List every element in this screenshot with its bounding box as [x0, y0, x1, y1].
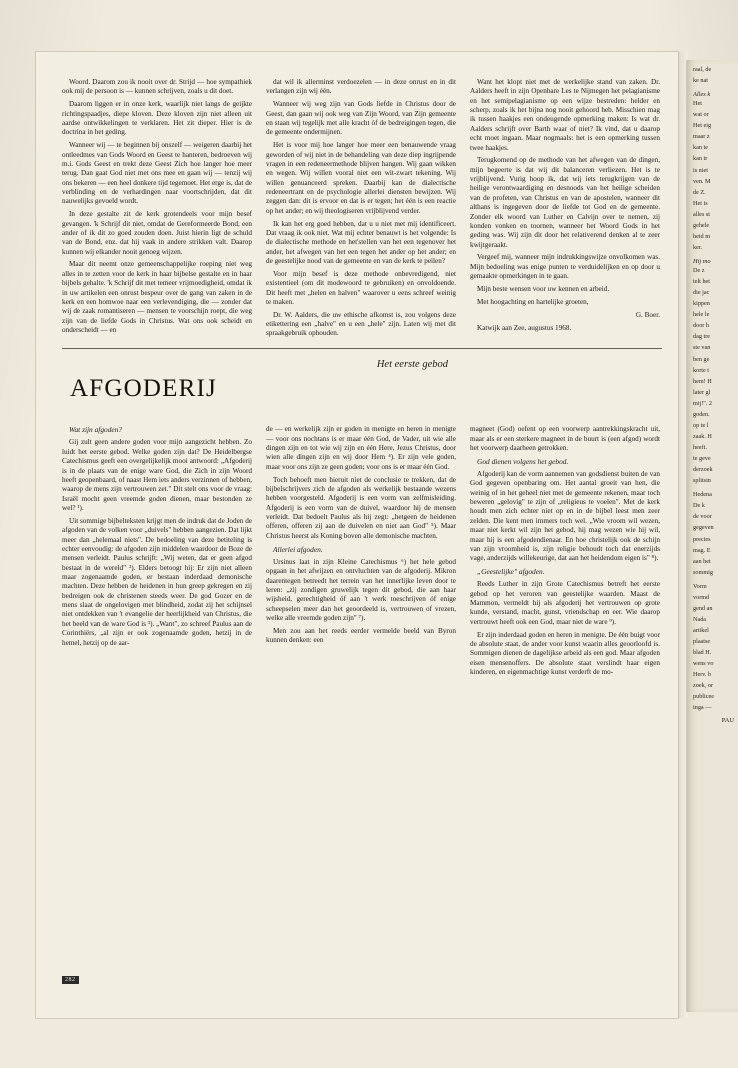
- article-subheading: God dienen volgens het gebod.: [477, 456, 569, 466]
- paragraph: Maar dit neemt onze gemeenschappelijke roeping niet weg alles in te zetten voor de kerk in haar bijbelse gestalte en in haar bijbels gehalte. 'k Schrijf dit met temeer vrijmoedigheid, omdat ik in uw artikelen een onrust bespeur over de gang van zaken in de kerk en een homwoe naar een verlevendiging, die — zonder dat wij de zaak romantiseren — mensen te voorschijn roept, die weg zijn van de liefde Gods in Christus. Wat ons ook scheidt en onderscheidt — en: [62, 260, 252, 334]
- article-column-3: [470, 425, 660, 681]
- paragraph: Daarom liggen er in onze kerk, waarlijk niet langs de geijkte richtingspaadjes, diepe kloven. Deze kloven zijn niet alleen uit aardse ontwikkelingen te verklaren. Het zit dieper. Hier is de doctrina in het geding.: [62, 100, 252, 137]
- facing-page-edge: [686, 60, 738, 1012]
- facing-line: Het: [693, 100, 702, 108]
- article-columns: [62, 425, 662, 681]
- paragraph: Ik kan het erg goed hebben, dat u u niet met mij identificeert. Dat vraag ik ook niet. Wat mij echter benauwt is het volgende: Is de dialectische methode en het'stellen van het een tegenover het ander, het afwegen van het een tegen het ander op het ander; en de geestelijke nood van de gemeente en van de kerk te peilen?: [266, 219, 456, 265]
- facing-line: zaak. H: [693, 432, 712, 440]
- facing-line: aan het: [693, 557, 711, 565]
- facing-heading: Alles k: [693, 91, 711, 99]
- paragraph: Wanneer wij weg zijn van Gods liefde in Christus door de Geest, dan gaan wij ook weg van Zijn Woord, van Zijn gemeente en staan wij tegelijk met alle kracht óf de bedreigingen tegen, die de gemeente ondermijnen.: [266, 100, 456, 137]
- facing-line: goden.: [693, 410, 710, 418]
- paragraph: Woord. Daarom zou ik nooit over dr. Strijd — hoe sympathiek ook mij de persoon is — kunnen schrijven, zoals u dit doet.: [62, 78, 252, 96]
- facing-line: wat or: [693, 111, 709, 119]
- facing-line: ben ge: [693, 355, 710, 363]
- facing-line: is niet: [693, 166, 708, 174]
- facing-line: splitsin: [693, 477, 711, 485]
- article-subheading: Allerlei afgoden.: [273, 544, 323, 554]
- facing-line: sommig: [693, 568, 713, 576]
- facing-line: te geve: [693, 455, 711, 463]
- paragraph: dat wil ik allerminst verdoezelen — in deze onrust en in dit verlangen zijn wij één.: [266, 78, 456, 96]
- paragraph: Het is voor mij hoe langer hoe meer een benauwende vraag geworden of wij niet in de behandeling van deze diep ingrijpende vragen in een redeneermethode blijven hangen. Wij gaan wikken en wegen. Wij willen vooral niet een wit-zwart tekening. Wij willen genuanceerd spreken. Daarbij kan de dialectische redeneertrant en de psychologie allerlei diensten bewijzen. Wij zeggen dan: dit is ervoor en dat is er tegen; het één is een reactie op het ander; en wij theologiseren vrijblijvend verder.: [266, 141, 456, 215]
- facing-line: de voor: [693, 513, 712, 521]
- facing-line: Nada: [693, 615, 707, 623]
- facing-line: dag tre: [693, 333, 711, 341]
- facing-line: Vorm: [693, 582, 707, 590]
- paragraph: Er zijn inderdaad goden en heren in menigte. De één buigt voor de absolute staat, de ander voor kunst waarin alles geoorloofd is. Sommigen dienen de dagelijkse arbeid als een god. Maar afgoden eisen mensenoffers. De absolute staat verslindt haar eigen kinderen, en eigenmachtige kunst verderft de mo-: [470, 630, 660, 676]
- facing-line: hem! H: [693, 377, 712, 385]
- page-number: 282: [62, 976, 79, 984]
- facing-line: Het eig: [693, 122, 712, 130]
- facing-line: Het is: [693, 199, 708, 207]
- facing-line: derzoek: [693, 466, 713, 474]
- facing-line: precies: [693, 535, 711, 543]
- article-title-band: [62, 359, 662, 425]
- facing-signature: PAU: [721, 716, 734, 724]
- facing-line: wens vo: [693, 660, 714, 668]
- facing-line: publicee: [693, 693, 714, 701]
- facing-line: later gl: [693, 388, 711, 396]
- facing-line: ke nat: [693, 77, 708, 85]
- paragraph: Toch behoeft men hieruit niet de conclusie te trekken, dat de bijbelschrijvers zich de afgoden als werkelijk bestaande wezens hebben voorgesteld. Afgoderij is een vorm van zelfmisleiding. Afgoderij is een vorm van de duivel, waardoor hij de mensen verleidt. Dat bedoelt Paulus als hij zegt: „hetgeen de heidenen offeren, offeren zij aan de duivelen en niet aan God" ⁵). Maar Christus heerst als Koning boven alle demonische machten.: [266, 475, 456, 540]
- facing-line: mij!". 2: [693, 399, 713, 407]
- paragraph: magneet (God) oefent op een voorwerp aantrekkingskracht uit, maar als er een sterkere magneet in de buurt is (een afgod) wordt het voorwerp daarheen getrokken.: [470, 425, 660, 453]
- facing-line: kan te: [693, 144, 708, 152]
- facing-line: korte t: [693, 366, 709, 374]
- facing-line: vormd: [693, 593, 710, 601]
- paragraph: Uit sommige bijbelteksten krijgt men de indruk dat de Joden de afgoden van de volken voor „duivels" hebben aangezien. Dat lijkt meer dan „helemaal niets". De bedoeling van deze betiteling is echter eenvoudig: de afgoden zijn middelen waardoor de Boze de mensen verleidt. Paulus schrijft: „Wij weten, dat er geen afgod bestaat in de wereld" ²). Elders betoogt hij: Er zijn niet alleen maar zogenaamde goden, er bestaan inderdaad demonische machten. Deze hebben de heidenen in hun greep gekregen en zij bedreigen ook de christenen steeds weer. De god Gozer en de mens slaat de ongelovigen met blindheid, zodat zij het schijnsel niet ontdekken van 't evangelie der heerlijkheid van Christus, die het beeld van de ware God is ³). „Want", zo schreef Paulus aan de Corinthiërs, „al zijn er ook zogenaamde goden, hetzij in de hemel, hetzij op de aar-: [62, 516, 252, 647]
- paragraph: Terugkomend op de methode van het afwegen van de dingen, mijn begeerte is dat wij dit balanceren verliezen. Het is te vrijblijvend. Vurig hoop ik, dat wij iets terugkrijgen van de heilige verontwaardiging en desnoods van het heilige scheiden van de profeten, van Christus en van de apostelen, wanneer dit althans is ingegeven door de liefde tot God en de gemeente. Zonder elk woord van Luther en Calvijn over te nemen, zij konden vonken en toornen, wanneer het Woord Gods in het geding was. Wij zijn dit door het relativerend denken al te zeer kwijtgeraakt.: [470, 156, 660, 249]
- paragraph: Voor mijn besef is deze methode onbevredigend, niet existentieel (om dit modewoord te gebruiken) en onvoldoende. Dit heeft met „helen en halven" waarover u eens schreef weinig te maken.: [266, 269, 456, 306]
- facing-line: De k: [693, 502, 705, 510]
- article-column-1: [62, 425, 252, 681]
- facing-line: raal, de: [693, 66, 712, 73]
- paragraph: de — en werkelijk zijn er goden in menigte en heren in menigte — voor ons nochtans is er maar één God, de Vader, uit wie alle dingen zijn en tot wie wij zijn en één Here, Jezus Christus, door wien alle dingen zijn en wij door Hem ⁴). Er zijn vele goden, maar voor ons zijn ze geen goden; voor ons is er maar één God.: [266, 425, 456, 471]
- paragraph: In deze gestalte zit de kerk grotendeels voor mijn besef gevangen. 'k Schrijf dit niet, omdat de Gereformeerde Bond, een ander of ik dit zo goed zouden doen. Juist hierin ligt de schuld van de Bond, enz. dat hij vaak in andere strikken valt. Daarop kunnen wij elkander nooit genoeg wijzen.: [62, 210, 252, 256]
- facing-line: mag. E: [693, 546, 711, 554]
- facing-line: plaatse: [693, 638, 711, 646]
- facing-line: Herv. b: [693, 671, 712, 679]
- section-divider: [62, 348, 662, 349]
- paragraph: Reeds Luther in zijn Grote Catechismus betreft het eerste gebod op het veroren van geestelijke waarden. Maast de Mammon, vermeldt hij als afgoderij het vertrouwen op grote kunde, verstand, macht, gunst, vriendschap en eer. Wie daarop vertrouwt heeft ook een God, maar niet de ware ⁹).: [470, 580, 660, 626]
- facing-line: gegeven: [693, 524, 714, 532]
- facing-line: kippen: [693, 300, 710, 308]
- facing-line: door h: [693, 322, 709, 330]
- facing-line: zoek, or: [693, 682, 713, 690]
- paragraph: Wanneer wij — te beginnen bij onszelf — weigeren daarbij het ontleedmes van Gods Woord en Geest te hanteren, bedroeven wij m.i. Gods Geest en trekt deze Geest Zich hoe langer hoe meer terug. Dan gaat God niet met ons mee en gaan wij — tenzij wij ons bekeren — een heel donkere tijd tegemoet. Het erge is, dat de verblinding en de verhardingen naar voortschrijden, dat dit nauwelijks gevoeld wordt.: [62, 141, 252, 206]
- facing-line: ker.: [693, 243, 703, 251]
- letter-columns: [62, 78, 662, 342]
- paragraph: Afgoderij kan de vorm aannemen van godsdienst buiten de van God gegeven openbaring om. Het aantal groeit van hen, die weinig of in het geheel niet met de gemeente rekenen, maar toch beweren „gelovig" te zijn of „religieus te voelen". Met de kerk houdt men zich echter niet op en in de bijbel leest men zeer zelden. Die kent men immers toch wel. „Wie vroom wil wezen, maar niet kerkt wil zijn het gebod, hij mag wezen wie hij wil, maar hij is een afgodendienaar. En hoe christelijk ook de schijn van zijn vroomheid is, zijn religie behoudt toch dat enerzijds vage, anderzijds willekeurige, dat aan het heidendom eigen is" ⁸).: [470, 470, 660, 563]
- page-content: [62, 78, 662, 983]
- letter-column-3: [470, 78, 660, 342]
- article-subheading: Wat zijn afgoden?: [69, 425, 123, 435]
- facing-line: blad H.: [693, 649, 712, 657]
- facing-line: op te l: [693, 421, 709, 429]
- paragraph: Want het klopt niet met de werkelijke stand van zaken. Dr. Aalders heeft in zijn Openbare Les te Nijmegen het pelagianisme en het semipelagianisme op een wijze bestreden: helder en scherp, zoals ik het bijna nog nooit gehoord heb. Misschien mag ik tussen haakjes een ondeugende opmerking maken: Is wat dr. Aalders schrijft over Barth waar of niet? Ik vind, dat u daarop echt moet ingaan. Maar nogmaals: het is een opmerking tussen twee haakjes.: [470, 78, 660, 152]
- facing-line: maar z: [693, 133, 710, 141]
- facing-line: telt het: [693, 278, 711, 286]
- facing-line: ven. M: [693, 177, 711, 185]
- letter-column-2: [266, 78, 456, 342]
- facing-line: Hedena: [693, 491, 712, 499]
- facing-line: inga —: [693, 704, 712, 712]
- facing-line: De z: [693, 267, 705, 274]
- facing-line: heeft.: [693, 444, 707, 451]
- facing-line: de Z.: [693, 188, 706, 196]
- paragraph: Ursinus laat in zijn Kleine Catechismus ⁶) het hele gebod opgaan in het afwijzen en ontvluchten van de afgoderij. Mikron daarentegen betreedt het terrein van het innerlijke leven door te leren: „zij zondigen gruwelijk tegen dit gebod, die aan haar wijsheid, gerechtigheid óf aan 't werk toeschrijven óf enige scheepselen meer dan het geoordeeld is, vertrouwen of vrezen, welke alle vreemde goden zijn" ⁷).: [266, 557, 456, 622]
- paragraph: Vergeef mij, wanneer mijn indrukkingswijze onvolkomen was. Mijn bedoeling was enige punten te verduidelijken en op door u gemaakte opmerkingen in te gaan.: [470, 253, 660, 281]
- facing-line: gend an: [693, 604, 713, 612]
- facing-line: ste van: [693, 344, 711, 352]
- facing-line: gehele: [693, 221, 710, 229]
- facing-heading: Hij mo: [693, 258, 711, 265]
- paragraph: Mijn beste wensen voor uw kennen en arbeid.: [477, 285, 610, 294]
- facing-line: die jac: [693, 289, 710, 297]
- article-title: AFGODERIJ: [70, 375, 217, 403]
- facing-line: heid m: [693, 232, 711, 240]
- paragraph: Met hoogachting en hartelijke groeten,: [477, 297, 589, 306]
- letter-signature: G. Boer.: [635, 310, 660, 319]
- article-subheading: „Geestelijke" afgoden.: [477, 567, 545, 577]
- paragraph: Gij zult geen andere goden voor mijn aangezicht hebben. Zo luidt het eerste gebod. Welke goden zijn dat? De Heidelbergse Catechismus geeft een overgelijkelijk mooi antwoord: „Afgoderij is in de plaats van de enige ware God, die Zich in zijn Woord heeft geopenbaard, of naast Hem iets anders verzinnen of hebben, waarop de mens zijn vertrouwen zet." Dit stelt ons voor de vraag: Israël mocht geen vreemde goden dienen, maar bestonden ze wel? ¹).: [62, 438, 252, 512]
- facing-line: alles st: [693, 210, 711, 218]
- letter-place-date: Katwijk aan Zee, augustus 1968.: [477, 323, 572, 332]
- paragraph: Dr. W. Aalders, die uw ethische afkomst is, zou volgens deze etikettering een „halve" en u een „hele" zijn. Laten wij met dit spraakgebruik ophouden.: [266, 310, 456, 338]
- facing-line: kan tr: [693, 155, 708, 163]
- facing-line: hele le: [693, 311, 710, 319]
- paragraph: Men zou aan het reeds eerder vermelde beeld van Byron kunnen denken: een: [266, 626, 456, 645]
- article-kicker: Het eerste gebod: [376, 359, 448, 371]
- facing-line: artikel: [693, 627, 709, 634]
- letter-column-1: [62, 78, 252, 342]
- article-column-2: [266, 425, 456, 681]
